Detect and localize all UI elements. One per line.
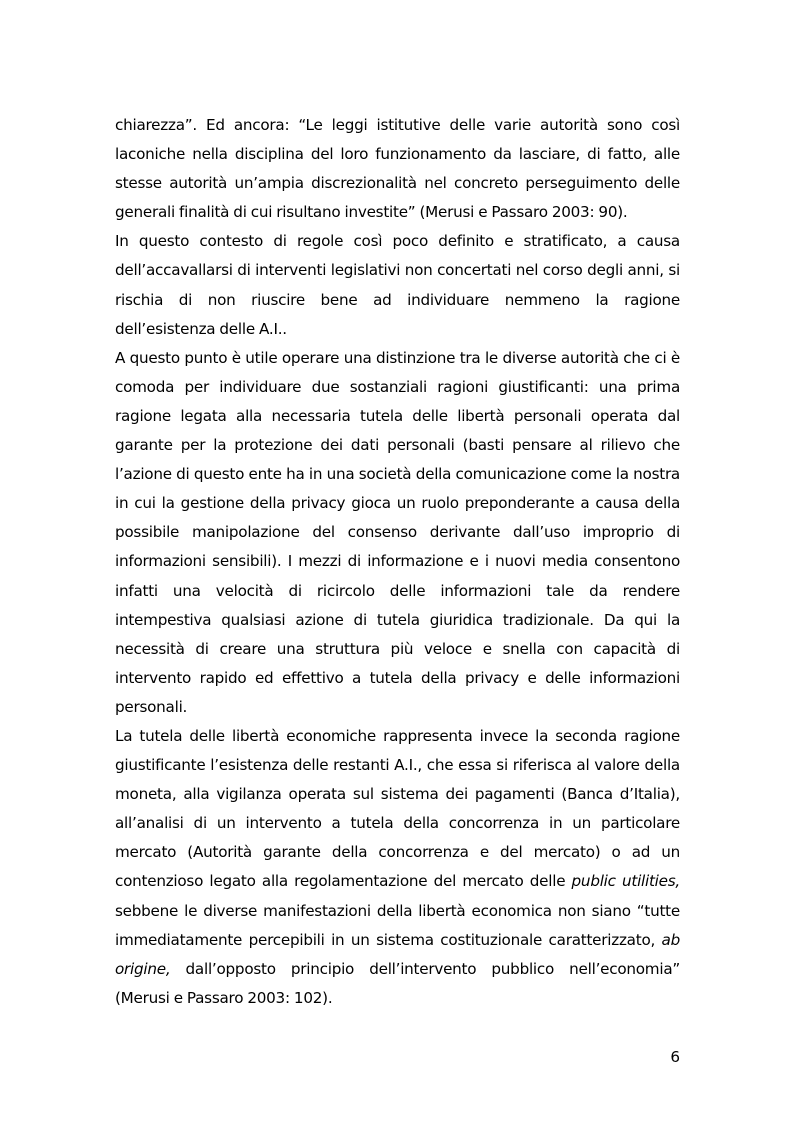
paragraph-4: [115, 722, 680, 1013]
paragraph-1: [115, 111, 680, 227]
paragraph-3-text: A questo punto è utile operare una distinzione tra le diverse autorità che ci è comoda per individuare due sostanziali ragioni giustificanti: una prima ragione legata alla necessaria tutela delle libertà personali operata dal garante per la protezione dei dati personali (basti pensare al rilievo che l’azione di questo ente ha in una società della comunicazione come la nostra in cui la gestione della privacy gioca un ruolo preponderante a causa della possibile manipolazione del consenso derivante dall’uso improprio di informazioni sensibili). I mezzi di informazione e i nuovi media consentono infatti una velocità di ricircolo delle informazioni tale da rendere intempestiva qualsiasi azione di tutela giuridica tradizionale. Da qui la necessità di creare una struttura più veloce e snella con capacità di intervento rapido ed effettivo a tutela della privacy e delle informazioni personali.: [115, 348, 680, 716]
paragraph-2-text: In questo contesto di regole così poco definito e stratificato, a causa dell’accavallarsi di interventi legislativi non concertati nel corso degli anni, si rischia di non riuscire bene ad individuare nemmeno la ragione dell’esistenza delle A.I..: [115, 232, 680, 338]
paragraph-4-text-a: La tutela delle libertà economiche rappresenta invece la seconda ragione giustificante l’esistenza delle restanti A.I., che essa si riferisca al valore della moneta, alla vigilanza operata sul sistema dei pagamenti (Banca d’Italia), all’analisi di un intervento a tutela della concorrenza in un particolare mercato (Autorità garante della concorrenza e del mercato) o ad un contenzioso legato alla regolamentazione del mercato delle: [115, 726, 680, 891]
paragraph-1-text: chiarezza”. Ed ancora: “Le leggi istitutive delle varie autorità sono così laconiche nella disciplina del loro funzionamento da lasciare, di fatto, alle stesse autorità un’ampia discrezionalità nel concreto perseguimento delle generali finalità di cui risultano investite” (Merusi e Passaro 2003: 90).: [115, 116, 680, 222]
paragraph-4-text-b: sebbene le diverse manifestazioni della libertà economica non siano “tutte immediatamente percepibili in un sistema costituzionale caratterizzato,: [115, 901, 680, 949]
paragraph-3: [115, 344, 680, 722]
italic-term-public-utilities: public utilities,: [571, 872, 680, 891]
page-number: 6: [670, 1048, 680, 1066]
paragraph-2: [115, 227, 680, 343]
paragraph-4-text-c: dall’opposto principio dell’intervento pubblico nell’economia” (Merusi e Passaro 2003: 102).: [115, 959, 680, 1007]
italic-term-ab-origine: ab origine,: [115, 930, 680, 978]
body-text: [115, 111, 680, 1013]
